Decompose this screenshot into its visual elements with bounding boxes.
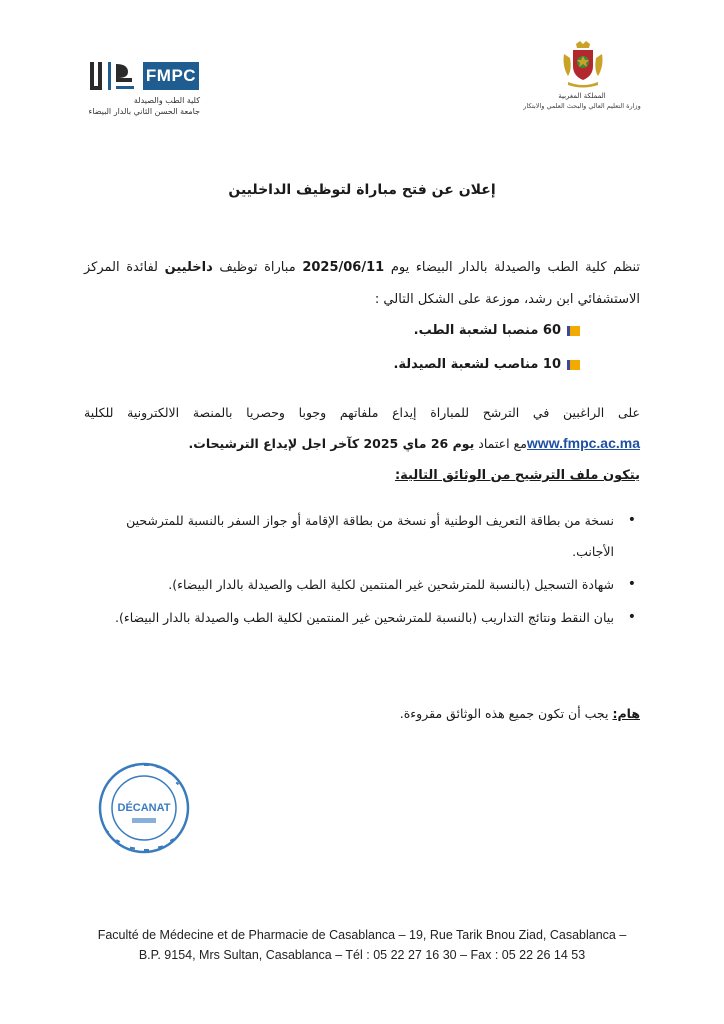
post-item-pharmacy [200, 357, 580, 372]
footer-address-line1: Faculté de Médecine et de Pharmacie de Casablanca – 19, Rue Tarik Bnou Ziad, Casablanca – [97, 928, 627, 942]
list-item: • نسخة من بطاقة التعريف الوطنية أو نسخة من بطاقة الإقامة أو جواز السفر بالنسبة للمترشحين الأجانب. [84, 505, 640, 567]
deanery-stamp [96, 760, 192, 856]
post-item-label: 60 منصبا لشعبة الطب. [413, 323, 561, 338]
intro-before-date: تنظم كلية الطب والصيدلة بالدار البيضاء يوم [390, 260, 641, 275]
faculty-name-ar: كلية الطب والصيدلة [133, 96, 200, 105]
post-item-label: 10 مناصب لشعبة الصيدلة. [393, 357, 561, 372]
arrow-bullet-icon [567, 326, 580, 336]
arrow-bullet-icon [567, 360, 580, 370]
announcement-title: إعلان عن فتح مباراة لتوظيف الداخليين [228, 182, 496, 198]
intro-paragraph [84, 252, 640, 316]
list-item: • شهادة التسجيل (بالنسبة للمترشحين غير المنتمين لكلية الطب والصيدلة بالدار البيضاء). [84, 569, 640, 600]
submission-text-mid: مع اعتماد [478, 436, 527, 451]
ministry-name-ar: وزارة التعليم العالي والبحث العلمي والابتكار [523, 102, 641, 110]
list-item: • بيان النقط ونتائج التداريب (بالنسبة للمترشحين غير المنتمين لكلية الطب والصيدلة بالدار البيضاء). [84, 602, 640, 633]
important-label: هام: [612, 706, 640, 721]
footer-address-line2: B.P. 9154, Mrs Sultan, Casablanca – Tél : 05 22 27 16 30 – Fax : 05 22 26 14 53 [138, 948, 586, 962]
important-text: يجب أن تكون جميع هذه الوثائق مقروءة. [399, 706, 609, 721]
important-note [200, 706, 640, 721]
fmpc-logo-text: FMPC [143, 62, 199, 90]
fmpc-logo [88, 58, 228, 118]
kingdom-emblem [522, 40, 642, 120]
submission-paragraph [84, 398, 640, 459]
intro-bold-word: داخليين [164, 260, 213, 275]
documents-list [84, 505, 640, 635]
intro-date: 2025/06/11 [302, 260, 385, 275]
post-item-medicine [200, 323, 580, 338]
kingdom-name-ar: المملكة المغربية [558, 92, 606, 100]
stamp-center-text: DÉCANAT [117, 802, 171, 814]
fmpc-logo-icon [88, 60, 140, 94]
intro-middle: مباراة توظيف [219, 260, 296, 275]
submission-text-start: على الراغبين في الترشح للمباراة إيداع ملفاتهم وجوبا وحصريا بالمنصة الالكترونية للكلية [84, 405, 640, 420]
documents-heading: يتكون ملف الترشيح من الوثائق التالية: [394, 468, 640, 483]
moroccan-coat-of-arms-icon [558, 40, 608, 90]
intro-after: لفائدة المركز الاستشفائي ابن رشد، موزعة على الشكل التالي : [84, 260, 640, 307]
website-link[interactable]: www.fmpc.ac.ma [526, 435, 640, 451]
submission-deadline: يوم 26 ماي 2025 كآخر اجل لإيداع الترشيحات. [188, 436, 475, 451]
university-name-ar: جامعة الحسن الثاني بالدار البيضاء [88, 107, 200, 116]
